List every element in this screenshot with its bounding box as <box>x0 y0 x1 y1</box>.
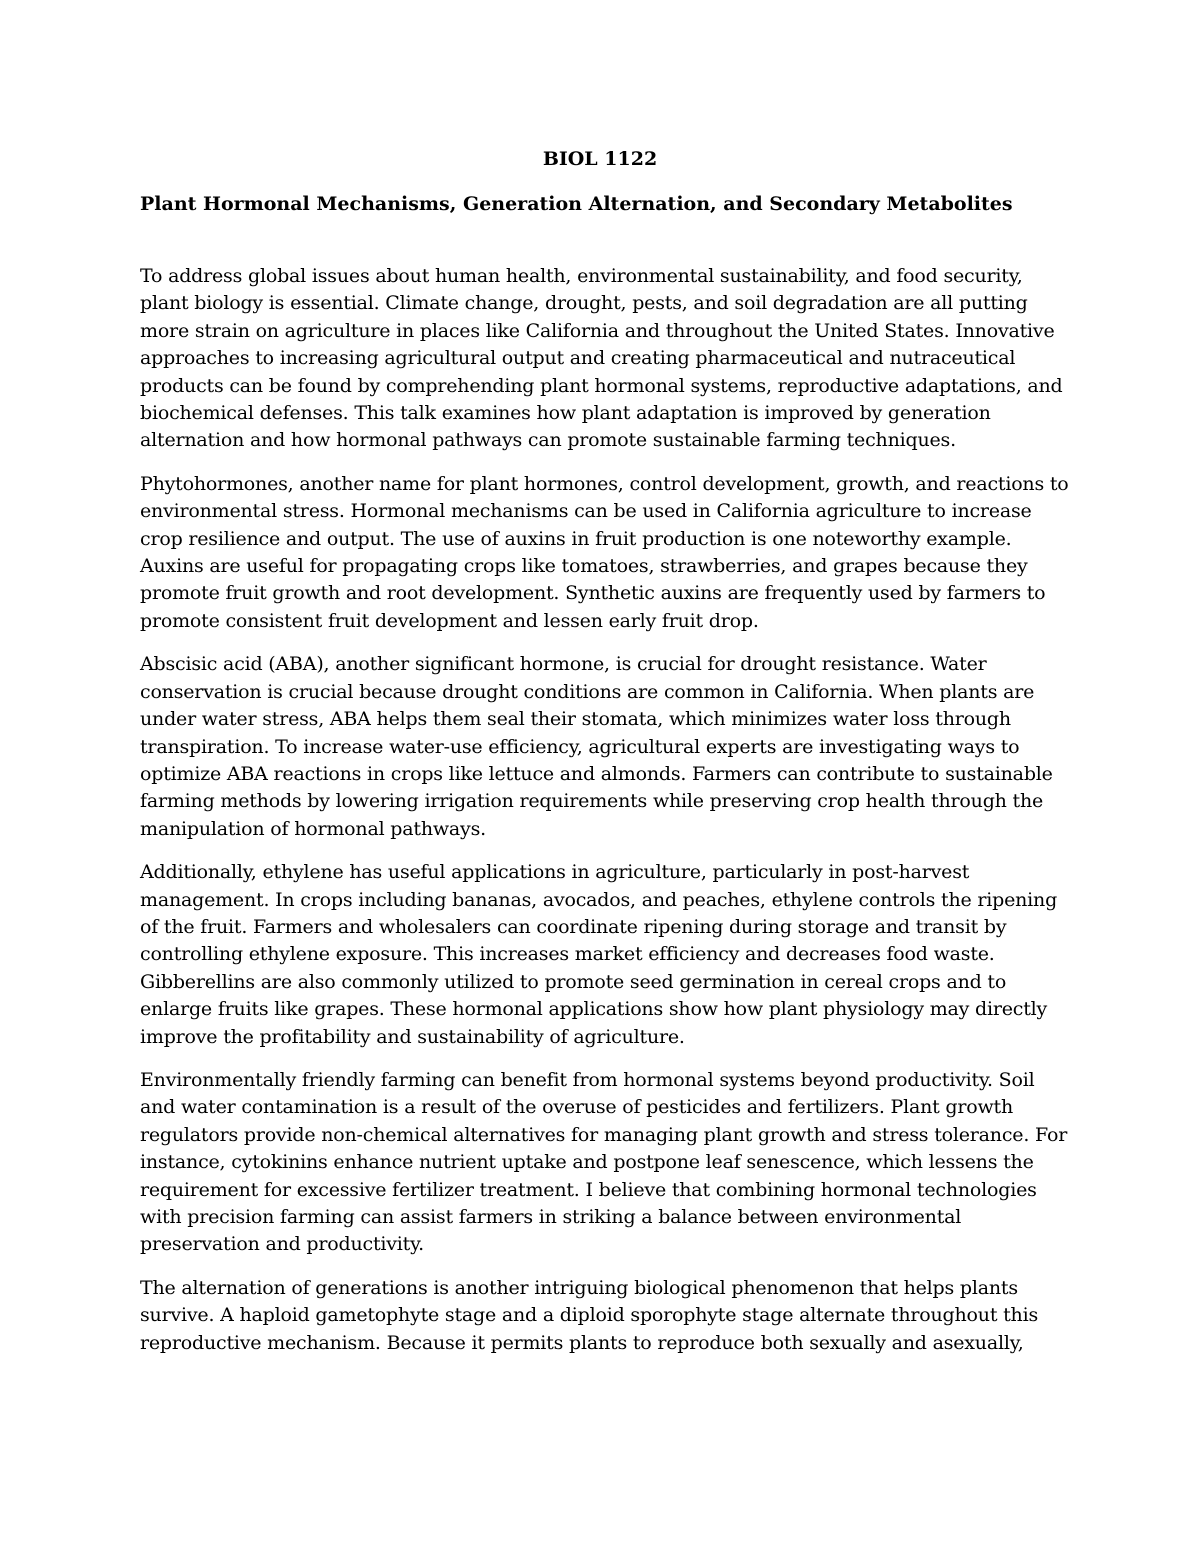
body-paragraph <box>140 263 1065 455</box>
paragraph-line: management. In crops including bananas, avocados, and peaches, ethylene controls the ripening <box>140 888 1058 911</box>
paragraph-line: requirement for excessive fertilizer treatment. I believe that combining hormonal technologies <box>140 1178 1037 1201</box>
paragraph-line: instance, cytokinins enhance nutrient uptake and postpone leaf senescence, which lessens the <box>140 1151 1034 1174</box>
paragraph-line: manipulation of hormonal pathways. <box>140 817 486 840</box>
paragraph-line: optimize ABA reactions in crops like lettuce and almonds. Farmers can contribute to sustainable <box>140 762 1053 785</box>
course-code: BIOL 1122 <box>542 148 658 170</box>
paragraph-line: with precision farming can assist farmers in striking a balance between environmental <box>140 1206 962 1228</box>
document-title: Plant Hormonal Mechanisms, Generation Alternation, and Secondary Metabolites <box>140 193 1013 215</box>
paragraph-line: and water contamination is a result of the overuse of pesticides and fertilizers. Plant growth <box>140 1096 1014 1119</box>
paragraph-line: survive. A haploid gametophyte stage and a diploid sporophyte stage alternate throughout this <box>140 1304 1039 1327</box>
paragraph-line: The alternation of generations is another intriguing biological phenomenon that helps plants <box>140 1276 1018 1299</box>
body-paragraph <box>140 1067 1068 1259</box>
paragraph-line: preservation and productivity. <box>140 1233 424 1256</box>
paragraph-line: biochemical defenses. This talk examines how plant adaptation is improved by generation <box>140 402 991 425</box>
paragraph-line: promote consistent fruit development and lessen early fruit drop. <box>140 609 759 632</box>
body-paragraph <box>140 471 1069 635</box>
paragraph-line: approaches to increasing agricultural output and creating pharmaceutical and nutraceutical <box>140 347 1016 370</box>
paragraph-line: conservation is crucial because drought conditions are common in California. When plants are <box>140 680 1035 703</box>
paragraph-line: promote fruit growth and root development. Synthetic auxins are frequently used by farmers to <box>140 582 1046 605</box>
paragraph-line: crop resilience and output. The use of auxins in fruit production is one noteworthy example. <box>140 527 1012 550</box>
paragraph-line: reproductive mechanism. Because it permits plants to reproduce both sexually and asexually, <box>140 1331 1024 1354</box>
paragraph-line: enlarge fruits like grapes. These hormonal applications show how plant physiology may directly <box>140 998 1048 1021</box>
paragraph-line: farming methods by lowering irrigation requirements while preserving crop health through the <box>140 790 1044 813</box>
paragraph-line: environmental stress. Hormonal mechanisms can be used in California agriculture to increase <box>140 500 1032 523</box>
paragraph-line: Gibberellins are also commonly utilized to promote seed germination in cereal crops and to <box>140 970 1007 993</box>
body-paragraph <box>140 1275 1065 1357</box>
body-paragraph <box>140 651 1065 843</box>
paragraph-line: transpiration. To increase water-use efficiency, agricultural experts are investigating ways to <box>140 735 1020 758</box>
paragraph-line: of the fruit. Farmers and wholesalers can coordinate ripening during storage and transit by <box>140 915 1007 938</box>
paragraph-line: regulators provide non-chemical alternatives for managing plant growth and stress tolerance. For <box>140 1123 1068 1146</box>
paragraph-line: products can be found by comprehending plant hormonal systems, reproductive adaptations, and <box>140 374 1063 397</box>
paragraph-line: Abscisic acid (ABA), another significant hormone, is crucial for drought resistance. Water <box>140 653 987 676</box>
paragraph-line: alternation and how hormonal pathways can promote sustainable farming techniques. <box>140 429 956 452</box>
paragraph-line: plant biology is essential. Climate change, drought, pests, and soil degradation are all putting <box>140 292 1028 315</box>
paragraph-line: under water stress, ABA helps them seal their stomata, which minimizes water loss through <box>140 708 1011 731</box>
paragraph-line: Auxins are useful for propagating crops like tomatoes, strawberries, and grapes because they <box>140 555 1028 578</box>
paragraph-line: Phytohormones, another name for plant hormones, control development, growth, and reactions to <box>140 472 1069 495</box>
paragraph-line: improve the profitability and sustainability of agriculture. <box>140 1025 685 1048</box>
paragraph-line: Environmentally friendly farming can benefit from hormonal systems beyond productivity. Soil <box>140 1068 1035 1091</box>
document-body <box>140 263 1069 1373</box>
paragraph-line: Additionally, ethylene has useful applications in agriculture, particularly in post-harvest <box>140 861 970 884</box>
paragraph-line: more strain on agriculture in places like California and throughout the United States. Innovative <box>140 319 1055 342</box>
body-paragraph <box>140 859 1065 1051</box>
paragraph-line: controlling ethylene exposure. This increases market efficiency and decreases food waste. <box>140 943 995 966</box>
paragraph-line: To address global issues about human health, environmental sustainability, and food security, <box>140 265 1023 287</box>
